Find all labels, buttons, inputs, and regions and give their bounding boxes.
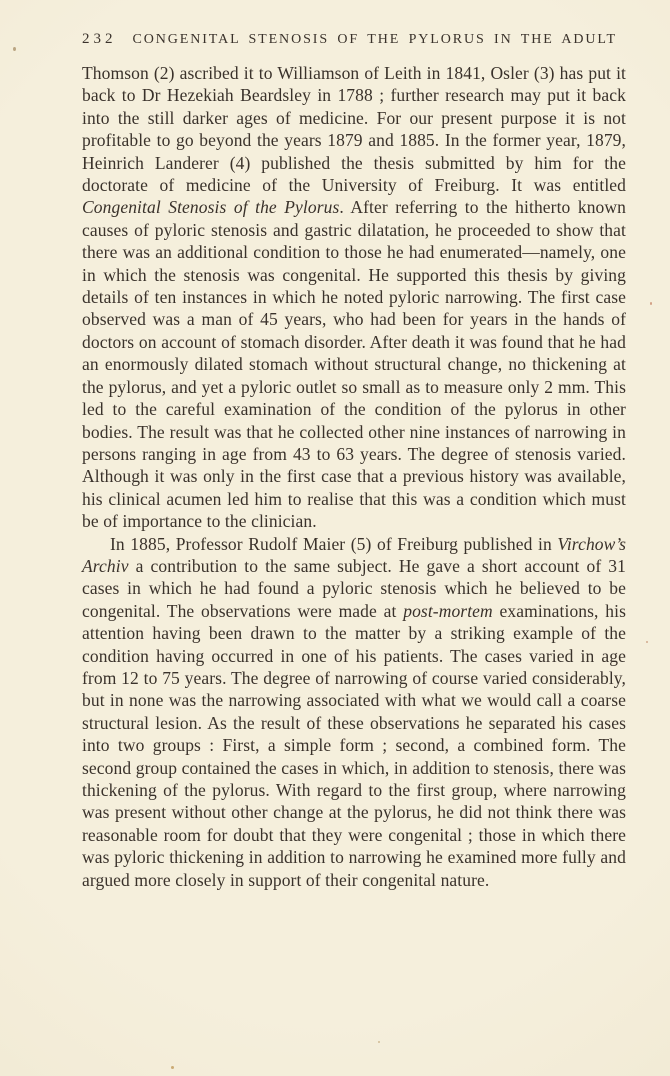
paper-speck <box>646 641 648 643</box>
paragraph <box>82 62 626 533</box>
text-run: . After referring to the hitherto known causes of pyloric stenosis and gastric dilatation, he proceeded to show that there was an additional condition to those he had enumerated—namely, one in which the stenosis was congenital. He supported this thesis by giving details of ten instances in which he noted pyloric narrowing. The first case observed was a man of 45 years, who had been for years in the hands of doctors on account of stomach disorder. After death it was found that he had an enormously dilated stomach without structural change, no thickening at the pylorus, and yet a pyloric outlet so small as to measure only 2 mm. This led to the careful examination of the condition of the pylorus in other bodies. The result was that he collected other nine instances of narrowing in persons ranging in age from 43 to 63 years. The degree of stenosis varied. Although it was only in the first case that a previous history was available, his clinical acumen led him to realise that this was a condition which must be of importance to the clinician. <box>82 197 626 532</box>
text-run: a contribution to the same subject. He gave a short account of 31 cases in which he had found a pyloric stenosis which he believed to be congenital. The observations were made at <box>82 555 626 621</box>
page-header <box>82 31 625 48</box>
paragraph <box>82 533 626 892</box>
paper-speck <box>171 1066 174 1069</box>
italic-text-run: Virchow’s Archiv <box>82 533 626 576</box>
page-body <box>82 62 626 891</box>
text-run: In 1885, Professor Rudolf Maier (5) of Freiburg published in <box>110 533 558 554</box>
italic-text-run: Congenital Stenosis of the Pylorus <box>82 197 340 218</box>
text-run: examinations, his attention having been drawn to the matter by a striking example of the condition having occurred in one of his patients. The cases varied in age from 12 to 75 years. The degree of narrowing of course varied considerably, but in none was the narrowing associated with what we would call a coarse structural lesion. As the result of these observations he separated his cases into two groups : First, a simple form ; second, a combined form. The second group contained the cases in which, in addition to stenosis, there was thickening of the pylorus. With regard to the first group, where narrowing was present without other change at the pylorus, he did not think there was reasonable room for doubt that they were congenital ; those in which there was pyloric thickening in addition to narrowing he examined more fully and argued more closely in support of their congenital nature. <box>82 600 626 890</box>
paper-speck <box>378 1041 380 1043</box>
paper-speck <box>13 47 16 51</box>
italic-text-run: post-mortem <box>403 600 493 621</box>
text-run: Thomson (2) ascribed it to Williamson of Leith in 1841, Osler (3) has put it back to Dr Hezekiah Beardsley in 1788 ; further research may put it back into the still darker ages of medicine. For our present purpose it is not profitable to go beyond the years 1879 and 1885. In the former year, 1879, Heinrich Landerer (4) published the thesis submitted by him for the doctorate of medicine of the University of Freiburg. It was entitled <box>82 63 626 196</box>
paper-speck <box>650 302 652 305</box>
page-number: 232 <box>82 31 117 47</box>
running-title: CONGENITAL STENOSIS OF THE PYLORUS IN THE ADULT <box>132 32 617 47</box>
